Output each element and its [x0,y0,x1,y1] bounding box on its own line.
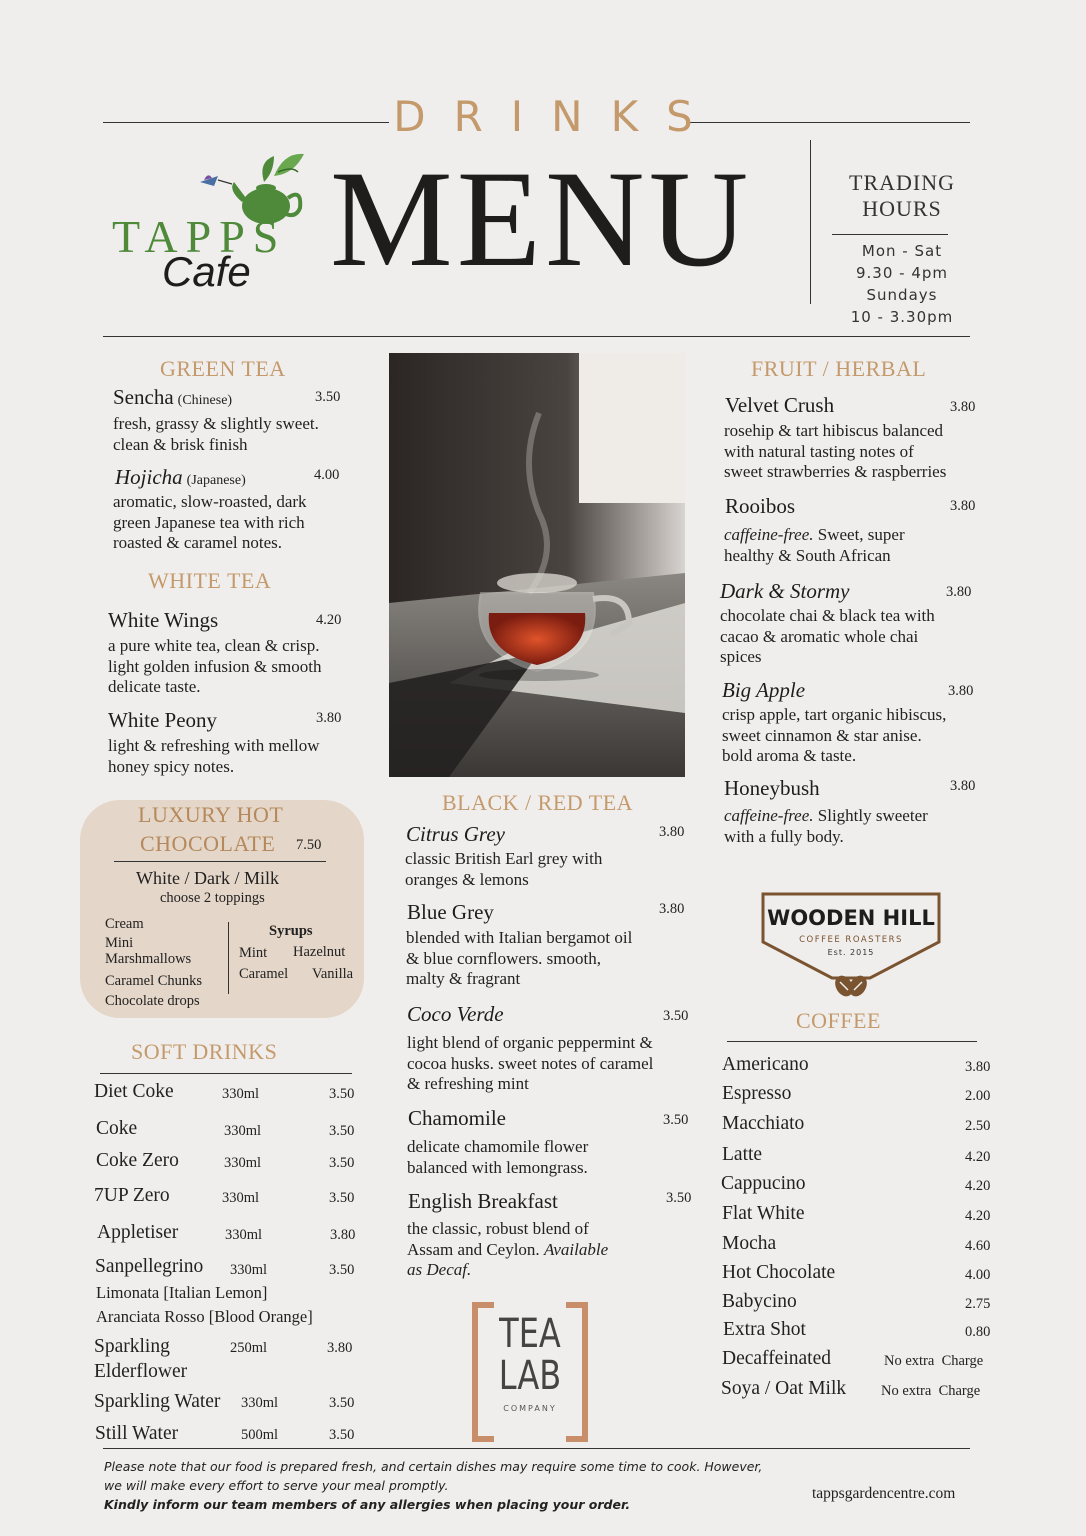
hot-chocolate-title-1: LUXURY HOT [138,802,284,827]
soft-drinks-rule [100,1073,352,1074]
coffee-rule [727,1041,977,1042]
topping-item: Caramel Chunks [105,973,203,989]
logo-cafe-text: Cafe [162,248,251,295]
soft-drink-name-line-2: Elderflower [94,1361,188,1382]
desc-line: healthy & South African [724,545,891,565]
green-tea-title: GREEN TEA [160,356,286,381]
item-origin: (Japanese) [186,473,246,488]
item-price: 3.80 [948,683,974,699]
menu-item-english-breakfast [408,1189,558,1214]
topping-item: Cream [105,916,144,932]
hours-title-line-2: HOURS [862,196,942,222]
item-name: Honeybush [724,776,820,800]
item-price: 3.80 [659,824,685,840]
menu-title: MENU [330,142,753,295]
soft-drink-size: 330ml [224,1123,262,1139]
soft-drink-price: 3.80 [327,1340,353,1356]
tea-lab-line-3: COMPANY [503,1404,557,1413]
item-description [108,736,320,777]
desc-line: roasted & caramel notes. [113,533,282,552]
soft-drink-name: Still Water [95,1423,179,1444]
desc-line: green Japanese tea with rich [113,512,305,532]
coffee-item-price: No extra Charge [884,1353,984,1369]
hours-line: 10 - 3.30pm [850,308,954,326]
menu-item-dark-stormy [720,579,850,604]
topping-item: Chocolate drops [105,993,200,1009]
item-price: 3.50 [666,1190,692,1206]
soft-drink-size: 330ml [222,1086,260,1102]
menu-item-white-peony [108,708,348,733]
menu-item-white-wings [108,608,348,633]
item-name: Coco Verde [407,1002,504,1026]
desc-line: light golden infusion & smooth [108,656,322,676]
coffee-item-name: Latte [722,1144,763,1165]
sanpellegrino-flavour: Aranciata Rosso [Blood Orange] [96,1307,313,1326]
hot-chocolate-options: White / Dark / Milk [136,868,279,888]
desc-line: honey spicy notes. [108,756,235,776]
hours-rule [832,234,948,235]
item-name: Dark & Stormy [720,579,850,603]
item-name: Citrus Grey [406,822,505,846]
soft-drink-size: 330ml [224,1155,262,1171]
desc-line: balanced with lemongrass. [407,1157,588,1177]
desc-line: cocoa husks. sweet notes of caramel [407,1053,654,1073]
hot-chocolate-price: 7.50 [296,837,322,853]
desc-line: & blue cornflowers. smooth, [406,948,601,968]
item-price: 3.80 [950,778,976,794]
soft-drink-name: Diet Coke [94,1081,174,1102]
header-bottom-rule [103,336,970,337]
coffee-item-price: 4.00 [965,1267,991,1283]
item-price: 3.50 [663,1008,689,1024]
item-description [407,1033,653,1095]
wooden-hill-name: WOODEN HILL [767,906,935,930]
soft-drink-name: Sparkling [94,1336,170,1357]
desc-line: delicate taste. [108,677,201,696]
logo-tapps-text: TAPPS [112,211,287,262]
fruit-herbal-title: FRUIT / HERBAL [751,356,927,381]
soft-drink-price: 3.50 [329,1427,355,1443]
tea-lab-logo [470,1300,590,1440]
menu-item-rooibos [725,494,795,519]
soft-drink-price: 3.50 [329,1190,355,1206]
soft-drink-size: 330ml [225,1227,263,1243]
soft-drink-price: 3.50 [329,1086,355,1102]
item-price: 3.50 [663,1112,689,1128]
soft-drink-price: 3.80 [330,1227,356,1243]
item-description [405,849,602,890]
wooden-hill-est: Est. 2015 [827,948,875,957]
coffee-item-price: 4.20 [965,1178,991,1194]
item-name: Rooibos [725,494,796,518]
soft-drink-name: 7UP Zero [94,1185,170,1206]
item-description [113,414,319,455]
soft-drink-name: Coke Zero [96,1150,179,1171]
item-description [407,1219,608,1281]
soft-drink-name: Sparkling Water [94,1391,221,1412]
desc-line: crisp apple, tart organic hibiscus, [722,705,947,724]
toppings-list [105,914,202,1011]
item-price: 3.80 [316,710,342,726]
item-origin: (Chinese) [177,393,233,408]
desc-line: spices [720,647,762,666]
desc-line: Slightly sweeter [817,806,928,825]
item-description [407,1137,588,1178]
hours-title-line-1: TRADING [849,170,955,195]
desc-line: aromatic, slow-roasted, dark [113,492,307,511]
coffee-item-price: 4.20 [965,1208,991,1224]
item-name: Chamomile [408,1106,506,1130]
soft-drink-size: 330ml [241,1395,279,1411]
desc-line: oranges & lemons [405,869,529,889]
desc-line: chocolate chai & black tea with [720,606,935,625]
tea-lab-line-2: LAB [498,1353,562,1399]
menu-item-coco-verde [407,1002,504,1027]
menu-item-citrus-grey [406,822,505,847]
footer-note-line: Please note that our food is prepared fresh, and certain dishes may require some time to cook. However, [104,1459,763,1474]
allergy-notice: Kindly inform our team members of any allergies when placing your order. [104,1497,631,1512]
desc-line: clean & brisk finish [113,434,248,454]
coffee-item-name: Americano [722,1054,809,1075]
syrup-caramel: Caramel [239,966,289,982]
item-name: White Peony [108,708,218,732]
item-name: English Breakfast [408,1189,558,1213]
item-description [113,492,307,554]
menu-item-velvet-crush [725,393,834,418]
coffee-item-name: Decaffeinated [722,1348,831,1369]
desc-italic: caffeine-free. [724,806,814,825]
soft-drinks-title: SOFT DRINKS [131,1039,278,1064]
menu-item-big-apple [722,678,805,703]
desc-line: the classic, robust blend of [407,1219,589,1238]
item-description [724,525,905,566]
coffee-item-name: Hot Chocolate [722,1262,836,1283]
wooden-hill-sub: COFFEE ROASTERS [799,935,903,945]
item-name: Hojicha [115,465,183,489]
desc-italic: as Decaf. [407,1260,472,1279]
footer-note-line: we will make every effort to serve your meal promptly. [104,1478,449,1493]
coffee-item-price: 3.80 [965,1059,991,1075]
desc-line: light & refreshing with mellow [108,736,320,755]
tea-photo [389,353,685,777]
soft-drink-name: Coke [96,1118,138,1139]
hours-line: 9.30 - 4pm [855,264,949,282]
trading-hours-list [812,240,992,328]
desc-line: Assam and Ceylon. [407,1239,540,1259]
desc-line: blended with Italian bergamot oil [406,928,633,947]
desc-line: a pure white tea, clean & crisp. [108,636,320,655]
hot-chocolate-choose: choose 2 toppings [160,890,265,906]
soft-drink-size: 500ml [241,1427,279,1443]
tea-lab-line-1: TEA [499,1311,561,1357]
item-description [722,705,946,767]
coffee-item-price: 4.60 [965,1238,991,1254]
desc-line: malty & fragrant [406,969,521,988]
item-price: 3.80 [659,901,685,917]
item-description [724,421,946,483]
hours-divider [810,140,811,304]
soft-drink-price: 3.50 [329,1123,355,1139]
white-tea-title: WHITE TEA [148,568,272,593]
hot-chocolate-title-2: CHOCOLATE [140,831,276,856]
desc-line: & refreshing mint [407,1074,529,1093]
item-price: 3.50 [315,389,341,405]
coffee-item-name: Soya / Oat Milk [721,1378,847,1399]
coffee-item-price: No extra Charge [881,1383,981,1399]
coffee-item-price: 2.00 [965,1088,991,1104]
trading-hours-title [812,170,992,223]
hours-line: Sundays [866,286,938,304]
item-description [720,606,935,668]
desc-line: sweet strawberries & raspberries [724,462,947,481]
soft-drink-price: 3.50 [329,1155,355,1171]
coffee-item-name: Flat White [722,1203,805,1224]
menu-item-sencha [113,385,353,410]
sanpellegrino-flavour: Limonata [Italian Lemon] [96,1283,268,1302]
item-price: 3.80 [946,584,972,600]
item-price: 4.20 [316,612,342,628]
item-description [108,636,321,698]
coffee-item-price: 2.50 [965,1118,991,1134]
menu-item-honeybush [724,776,820,801]
syrups-divider [228,922,229,994]
item-price: 4.00 [314,467,340,483]
footer-rule [103,1448,970,1449]
menu-item-hojicha [115,465,355,490]
coffee-item-price: 0.80 [965,1324,991,1340]
desc-line: cacao & aromatic whole chai [720,626,919,646]
coffee-item-name: Espresso [722,1083,792,1104]
hot-chocolate-rule [114,861,326,862]
desc-line: with a fully body. [724,826,844,846]
desc-italic: Available [543,1239,609,1259]
drinks-heading: DRINKS [393,92,721,141]
soft-drink-size: 250ml [230,1340,268,1356]
coffee-item-name: Mocha [722,1233,777,1254]
item-name: Blue Grey [407,900,494,924]
desc-line: rosehip & tart hibiscus balanced [724,421,944,440]
coffee-item-name: Babycino [722,1291,797,1312]
item-name: Big Apple [722,678,806,702]
coffee-item-name: Macchiato [722,1113,805,1134]
syrup-hazelnut: Hazelnut [293,944,346,960]
soft-drink-price: 3.50 [329,1395,355,1411]
website-link[interactable]: tappsgardencentre.com [812,1485,956,1502]
desc-line: delicate chamomile flower [407,1137,589,1156]
item-price: 3.80 [950,498,976,514]
item-description [724,806,928,847]
black-red-tea-title: BLACK / RED TEA [442,790,634,815]
soft-drink-size: 330ml [222,1190,260,1206]
syrup-vanilla: Vanilla [312,966,354,982]
soft-drink-name: Sanpellegrino [95,1256,204,1277]
desc-line: with natural tasting notes of [724,441,914,461]
hours-line: Mon - Sat [861,242,943,260]
coffee-item-price: 2.75 [965,1296,991,1312]
menu-item-blue-grey [407,900,494,925]
soft-drink-price: 3.50 [329,1262,355,1278]
soft-drink-name: Appletiser [97,1222,179,1243]
footer-note [104,1457,762,1514]
item-price: 3.80 [950,399,976,415]
desc-line: fresh, grassy & slightly sweet. [113,414,319,433]
soft-drink-size: 330ml [230,1262,268,1278]
coffee-item-price: 4.20 [965,1149,991,1165]
desc-line: sweet cinnamon & star anise. [722,725,922,745]
coffee-item-name: Cappucino [721,1173,806,1194]
coffee-title: COFFEE [796,1008,881,1033]
item-name: Velvet Crush [725,393,835,417]
desc-line: Sweet, super [817,525,905,544]
coffee-item-name: Extra Shot [723,1319,806,1340]
syrup-mint: Mint [239,945,268,961]
glass-teapot-photo [389,353,685,777]
menu-item-chamomile [408,1106,506,1131]
item-description [406,928,632,990]
syrups-title: Syrups [269,923,313,939]
item-name: Sencha [113,385,174,409]
desc-line: classic British Earl grey with [405,849,603,868]
desc-line: bold aroma & taste. [722,746,857,765]
topping-item: Mini [105,935,134,951]
desc-line: light blend of organic peppermint & [407,1033,653,1052]
topping-item: Marshmallows [105,951,192,967]
tapps-cafe-logo [108,142,318,302]
desc-italic: caffeine-free. [724,525,814,544]
item-name: White Wings [108,608,219,632]
wooden-hill-logo [760,890,942,1000]
